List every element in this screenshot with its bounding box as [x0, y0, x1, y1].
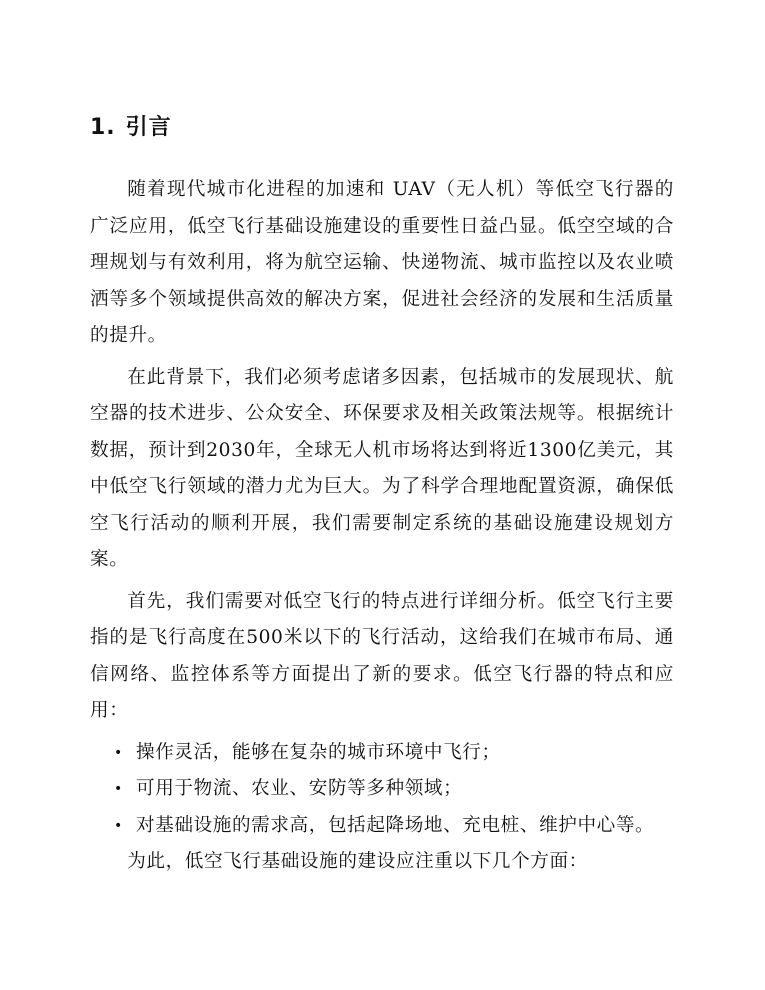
paragraph: 首先，我们需要对低空飞行的特点进行详细分析。低空飞行主要指的是飞行高度在500米以下的飞行活动，这给我们在城市布局、通信网络、监控体系等方面提出了新的要求。低空飞行器的特点和应用：	[90, 590, 674, 721]
paragraph: 在此背景下，我们必须考虑诸多因素，包括城市的发展现状、航空器的技术进步、公众安全、环保要求及相关政策法规等。根据统计数据，预计到2030年，全球无人机市场将达到将近1300亿美元，其中低空飞行领域的潜力尤为巨大。为了科学合理地配置资源，确保低空飞行活动的顺利开展，我们需要制定系统的基础设施建设规划方案。	[90, 366, 674, 570]
closing-sentence: 为此，低空飞行基础设施的建设应注重以下几个方面：	[127, 851, 588, 872]
bullet-item	[90, 808, 674, 845]
section-heading	[90, 112, 172, 144]
bullet-text: 操作灵活，能够在复杂的城市环境中飞行；	[136, 741, 501, 763]
section-title: 引言	[125, 115, 172, 140]
bullet-icon: •	[114, 781, 123, 797]
bullet-item	[90, 735, 674, 772]
bullet-text: 可用于物流、农业、安防等多种领域；	[136, 778, 463, 799]
bullet-text: 对基础设施的需求高，包括起降场地、充电桩、维护中心等。	[136, 814, 655, 836]
bullet-icon: •	[114, 817, 123, 834]
bullet-icon: •	[114, 744, 123, 761]
paragraph: 随着现代城市化进程的加速和 UAV（无人机）等低空飞行器的广泛应用，低空飞行基础设施建设的重要性日益凸显。低空空域的合理规划与有效利用，将为航空运输、快递物流、城市监控以及农业喷洒等多个领域提供高效的解决方案，促进社会经济的发展和生活质量的提升。	[90, 179, 674, 346]
body-text	[90, 172, 674, 881]
bullet-list	[90, 735, 674, 845]
bullet-item	[90, 771, 674, 808]
section-number: 1.	[90, 115, 116, 140]
